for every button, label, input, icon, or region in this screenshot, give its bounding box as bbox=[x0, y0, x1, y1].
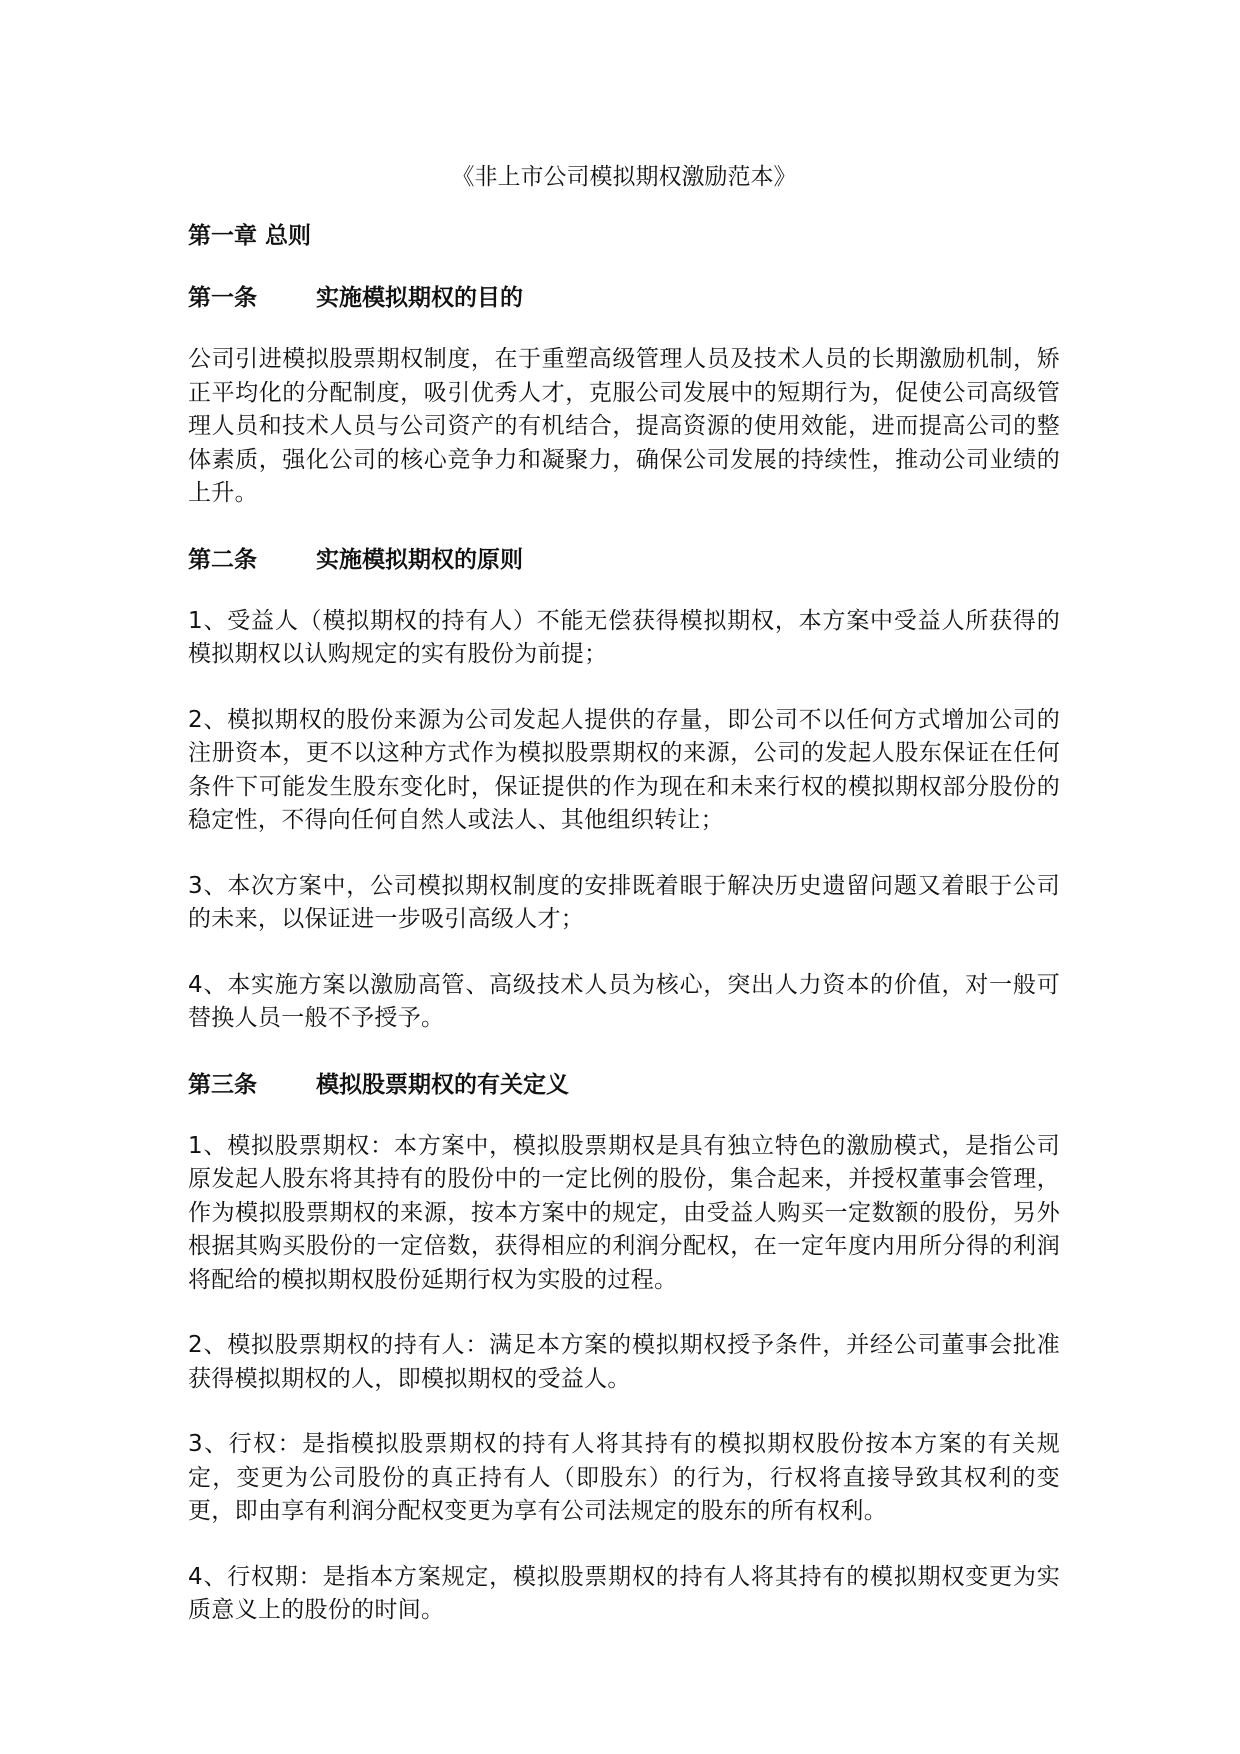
document-page bbox=[188, 160, 1060, 1660]
article-2-paragraph-1: 1、受益人（模拟期权的持有人）不能无偿获得模拟期权，本方案中受益人所获得的模拟期权以认购规定的实有股份为前提； bbox=[188, 607, 1060, 667]
article-3-paragraph-2: 2、模拟股票期权的持有人：满足本方案的模拟期权授予条件，并经公司董事会批准获得模拟期权的人，即模拟期权的受益人。 bbox=[188, 1332, 1060, 1392]
article-3-paragraph-1: 1、模拟股票期权：本方案中，模拟股票期权是具有独立特色的激励模式，是指公司原发起人股东将其持有的股份中的一定比例的股份，集合起来，并授权董事会管理，作为模拟股票期权的来源，按本方案中的规定，由受益人购买一定数额的股份，另外根据其购买股份的一定倍数，获得相应的利润分配权，在一定年度内用所分得的利润将配给的模拟期权股份延期行权为实股的过程。 bbox=[188, 1132, 1060, 1293]
article-2-paragraph-2: 2、模拟期权的股份来源为公司发起人提供的存量，即公司不以任何方式增加公司的注册资本，更不以这种方式作为模拟股票期权的来源，公司的发起人股东保证在任何条件下可能发生股东变化时，保证提供的作为现在和未来行权的模拟期权部分股份的稳定性，不得向任何自然人或法人、其他组织转让； bbox=[188, 706, 1060, 833]
article-number: 第一条 bbox=[188, 285, 257, 311]
article-1-paragraph-1: 公司引进模拟股票期权制度，在于重塑高级管理人员及技术人员的长期激励机制，矫正平均化的分配制度，吸引优秀人才，克服公司发展中的短期行为，促使公司高级管理人员和技术人员与公司资产的有机结合，提高资源的使用效能，进而提高公司的整体素质，强化公司的核心竞争力和凝聚力，确保公司发展的持续性，推动公司业绩的上升。 bbox=[188, 346, 1060, 506]
article-1-heading bbox=[188, 281, 1060, 315]
chapter-heading: 第一章 总则 bbox=[188, 223, 312, 249]
article-3-paragraph-3: 3、行权：是指模拟股票期权的持有人将其持有的模拟期权股份按本方案的有关规定，变更为公司股份的真正持有人（即股东）的行为，行权将直接导致其权利的变更，即由享有利润分配权变更为享有公司法规定的股东的所有权利。 bbox=[188, 1431, 1060, 1524]
article-title: 实施模拟期权的目的 bbox=[316, 285, 523, 311]
article-2-paragraph-4: 4、本实施方案以激励高管、高级技术人员为核心，突出人力资本的价值，对一般可替换人员一般不予授予。 bbox=[188, 971, 1060, 1031]
article-number: 第三条 bbox=[188, 1071, 257, 1098]
article-title: 模拟股票期权的有关定义 bbox=[316, 1071, 569, 1098]
article-3-paragraph-4: 4、行权期：是指本方案规定，模拟股票期权的持有人将其持有的模拟期权变更为实质意义上的股份的时间。 bbox=[188, 1563, 1060, 1623]
article-number: 第二条 bbox=[188, 546, 257, 573]
article-3-heading bbox=[188, 1068, 1060, 1102]
article-title: 实施模拟期权的原则 bbox=[316, 546, 523, 573]
article-2-paragraph-3: 3、本次方案中，公司模拟期权制度的安排既着眼于解决历史遗留问题又着眼于公司的未来，以保证进一步吸引高级人才； bbox=[188, 872, 1060, 932]
document-title: 《非上市公司模拟期权激励范本》 bbox=[451, 164, 797, 190]
article-2-heading bbox=[188, 543, 1060, 577]
